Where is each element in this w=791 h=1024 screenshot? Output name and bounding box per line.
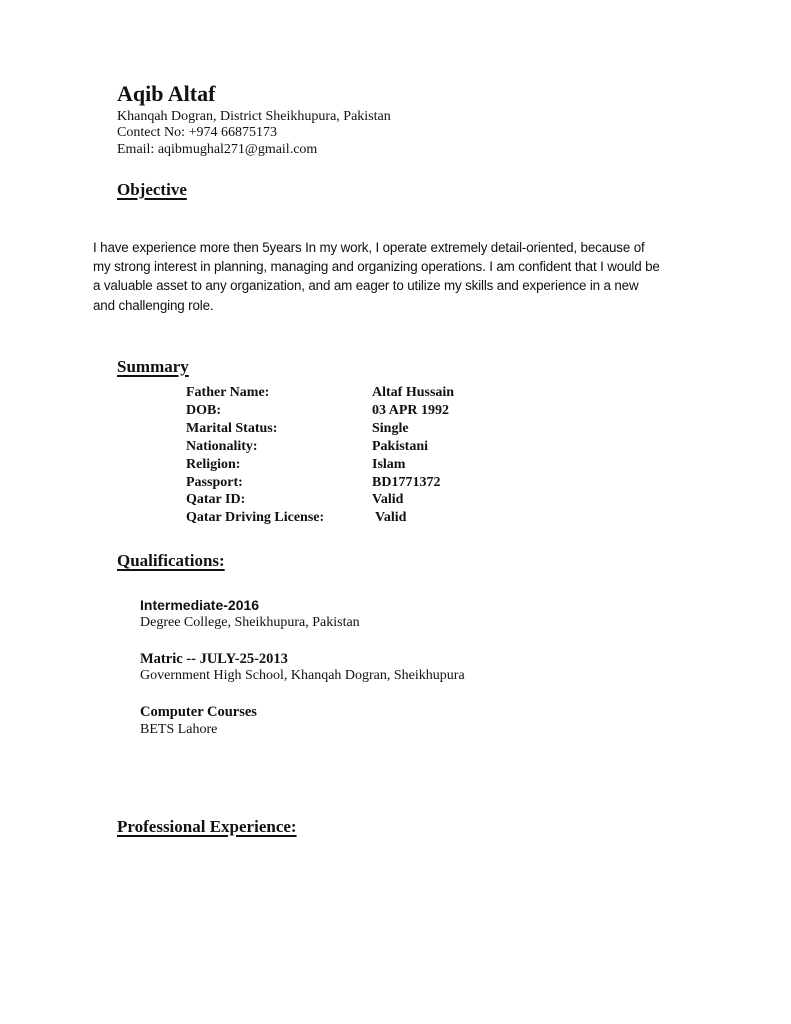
summary-value: Altaf Hussain	[372, 385, 455, 400]
summary-value: 03 APR 1992	[372, 402, 449, 418]
qualification-title: Intermediate-2016	[140, 597, 260, 613]
email-line: Email: aqibmughal271@gmail.com	[117, 142, 318, 157]
summary-heading: Summary	[117, 357, 189, 376]
summary-row-nationality	[186, 438, 454, 456]
summary-label: DOB:	[186, 402, 221, 418]
objective-heading: Objective	[117, 180, 187, 199]
summary-row-passport	[186, 474, 454, 492]
summary-label: Passport:	[186, 474, 243, 490]
summary-table	[186, 384, 454, 527]
summary-value: Valid	[375, 510, 407, 526]
summary-label: Nationality:	[186, 438, 258, 454]
qualification-detail: Government High School, Khanqah Dogran, Sheikhupura	[140, 668, 465, 683]
professional-experience-heading: Professional Experience:	[117, 817, 297, 836]
summary-row-marital-status	[186, 420, 454, 438]
candidate-name: Aqib Altaf	[117, 81, 216, 106]
qualification-title: Computer Courses	[140, 704, 257, 720]
qualifications-heading: Qualifications:	[117, 551, 225, 570]
address-line: Khanqah Dogran, District Sheikhupura, Pakistan	[117, 109, 391, 124]
summary-label: Qatar Driving License:	[186, 510, 325, 526]
contact-number-line: Contect No: +974 66875173	[117, 125, 277, 140]
summary-row-dob	[186, 402, 454, 420]
objective-text: I have experience more then 5years In my work, I operate extremely detail-oriented, because of my strong interest in planning, managing and organizing operations. I am confident that I would be a valuable asset to any organization, and am eager to utilize my skills and experience in a new and challenging role.	[93, 240, 660, 313]
summary-row-qatar-id	[186, 491, 454, 509]
summary-value: Valid	[372, 492, 404, 508]
summary-row-father-name	[186, 384, 454, 402]
summary-value: Islam	[372, 456, 406, 472]
summary-value: Pakistani	[372, 438, 429, 454]
qualification-title: Matric -- JULY-25-2013	[140, 651, 288, 667]
summary-label: Father Name:	[186, 385, 270, 400]
summary-row-driving-license	[186, 509, 454, 527]
qualification-detail: Degree College, Sheikhupura, Pakistan	[140, 615, 360, 630]
summary-row-religion	[186, 456, 454, 474]
summary-value: BD1771372	[372, 474, 441, 490]
summary-label: Religion:	[186, 456, 241, 472]
summary-value: Single	[372, 420, 409, 436]
qualification-detail: BETS Lahore	[140, 722, 218, 737]
summary-label: Marital Status:	[186, 420, 278, 436]
summary-label: Qatar ID:	[186, 492, 246, 508]
